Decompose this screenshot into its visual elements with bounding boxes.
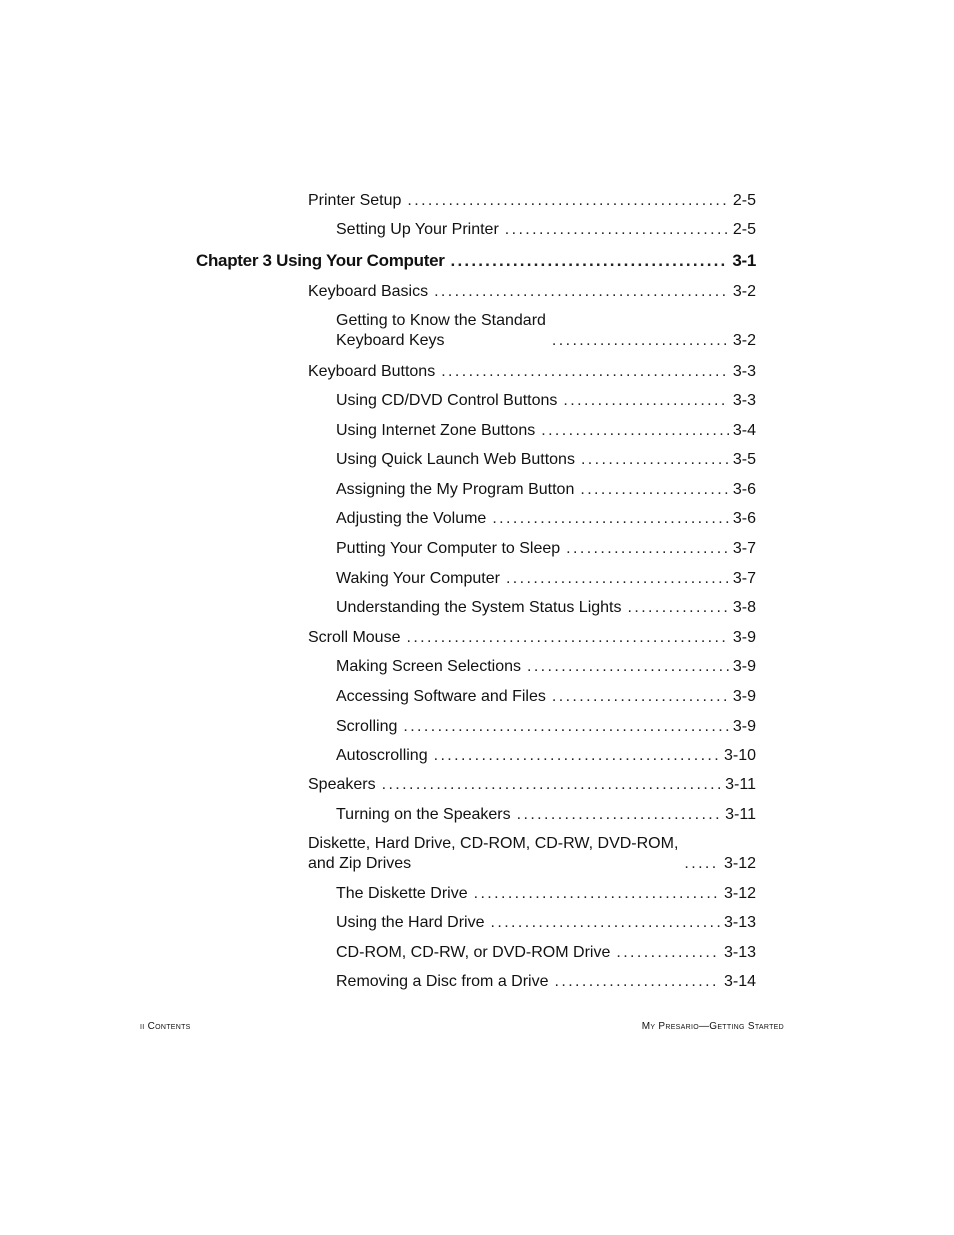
leader-dots (451, 251, 729, 271)
toc-entry-screen-selections[interactable] (336, 657, 756, 677)
toc-entry-title: Using Internet Zone Buttons (336, 422, 536, 439)
toc-entry-page: 3-12 (723, 855, 756, 872)
toc-entry-page: 3-9 (732, 658, 756, 675)
leader-dots (382, 775, 722, 795)
toc-entry-quick-launch[interactable] (336, 450, 756, 470)
toc-entry-title: The Diskette Drive (336, 885, 468, 902)
toc-chapter-page: 3-1 (732, 251, 756, 270)
toc-entry-page: 3-3 (732, 363, 756, 380)
leader-dots (491, 913, 720, 933)
leader-dots (505, 220, 729, 240)
toc-entry-title: Using Quick Launch Web Buttons (336, 451, 575, 468)
leader-dots (566, 539, 729, 559)
leader-dots (403, 717, 729, 737)
toc-entry-title: Removing a Disc from a Drive (336, 973, 549, 990)
toc-entry-title-line2: and Zip Drives (308, 855, 412, 872)
toc-entry-page: 3-6 (732, 510, 756, 527)
leader-dots (434, 746, 720, 766)
leader-dots (616, 943, 720, 963)
toc-chapter-title: Chapter 3 Using Your Computer (196, 251, 445, 270)
leader-dots (684, 854, 720, 874)
toc-entry-standard-keys[interactable] (336, 311, 756, 351)
toc-entry-title: Using CD/DVD Control Buttons (336, 392, 558, 409)
toc-entry-setting-up-printer[interactable] (336, 220, 756, 240)
toc-entry-title: Making Screen Selections (336, 658, 521, 675)
toc-entry-scroll-mouse[interactable] (308, 628, 756, 648)
toc-entry-page: 3-11 (725, 806, 756, 823)
leader-dots (552, 687, 729, 707)
leader-dots (492, 509, 729, 529)
toc-entry-cdrom-drive[interactable] (336, 943, 756, 963)
toc-chapter-3[interactable] (196, 251, 756, 271)
toc-entry-title: Speakers (308, 776, 376, 793)
leader-dots (580, 480, 729, 500)
toc-entry-page: 3-13 (723, 944, 756, 961)
toc-entry-speakers[interactable] (308, 775, 756, 795)
leader-dots (517, 805, 722, 825)
toc-entry-title: Understanding the System Status Lights (336, 599, 622, 616)
toc-entry-page: 3-12 (723, 885, 756, 902)
leader-dots (581, 450, 729, 470)
toc-entry-autoscrolling[interactable] (336, 746, 756, 766)
toc-entry-title: Keyboard Buttons (308, 363, 436, 380)
toc-entry-cd-dvd-buttons[interactable] (336, 391, 756, 411)
toc-entry-internet-zone[interactable] (336, 421, 756, 441)
toc-entry-page: 3-9 (732, 688, 756, 705)
toc-entry-accessing-software[interactable] (336, 687, 756, 707)
leader-dots (434, 282, 729, 302)
toc-entry-title: Autoscrolling (336, 747, 428, 764)
toc-entry-status-lights[interactable] (336, 598, 756, 618)
toc-entry-title: Putting Your Computer to Sleep (336, 540, 561, 557)
toc-entry-page: 2-5 (732, 192, 756, 209)
toc-entry-keyboard-buttons[interactable] (308, 362, 756, 382)
toc-entry-title: Keyboard Basics (308, 283, 429, 300)
toc-entry-title: Scroll Mouse (308, 629, 401, 646)
toc-entry-printer-setup[interactable] (308, 191, 756, 211)
toc-entry-page: 3-9 (732, 629, 756, 646)
toc-entry-page: 3-5 (732, 451, 756, 468)
toc-entry-scrolling[interactable] (336, 717, 756, 737)
toc-entry-page: 3-14 (723, 973, 756, 990)
toc-entry-title-line2: Keyboard Keys (336, 332, 445, 349)
leader-dots (406, 628, 728, 648)
footer-book-title: My Presario—Getting Started (641, 1021, 784, 1032)
toc-entry-title: Assigning the My Program Button (336, 481, 575, 498)
toc-entry-title: Scrolling (336, 718, 398, 735)
toc-entry-my-program[interactable] (336, 480, 756, 500)
leader-dots (474, 884, 720, 904)
toc-entry-title: Waking Your Computer (336, 570, 500, 587)
toc-entry-title: Using the Hard Drive (336, 914, 485, 931)
leader-dots (563, 391, 728, 411)
toc-entry-page: 3-3 (732, 392, 756, 409)
toc-entry-page: 3-2 (732, 283, 756, 300)
toc-entry-title-line1: Getting to Know the Standard (336, 312, 546, 329)
toc-entry-title: Turning on the Speakers (336, 806, 511, 823)
toc-entry-diskette-drive[interactable] (336, 884, 756, 904)
toc-entry-page: 3-7 (732, 540, 756, 557)
footer-page-label: ii Contents (140, 1021, 191, 1032)
leader-dots (441, 362, 729, 382)
toc-entry-volume[interactable] (336, 509, 756, 529)
leader-dots (628, 598, 729, 618)
toc-entry-page: 3-7 (732, 570, 756, 587)
toc-entry-waking[interactable] (336, 569, 756, 589)
toc-entry-title: Adjusting the Volume (336, 510, 487, 527)
toc-entry-title: Setting Up Your Printer (336, 221, 499, 238)
toc-entry-page: 2-5 (732, 221, 756, 238)
toc-entry-title: Printer Setup (308, 192, 402, 209)
toc-entry-page: 3-8 (732, 599, 756, 616)
toc-entry-page: 3-10 (723, 747, 756, 764)
leader-dots (541, 421, 729, 441)
toc-entry-title-line1: Diskette, Hard Drive, CD-ROM, CD-RW, DVD-ROM, (308, 835, 679, 852)
toc-entry-page: 3-2 (732, 332, 756, 349)
toc-entry-title: Accessing Software and Files (336, 688, 546, 705)
toc-entry-turning-on-speakers[interactable] (336, 805, 756, 825)
toc-entry-title: CD-ROM, CD-RW, or DVD-ROM Drive (336, 944, 611, 961)
leader-dots (527, 657, 729, 677)
toc-entry-page: 3-6 (732, 481, 756, 498)
leader-dots (506, 569, 729, 589)
toc-entry-page: 3-13 (723, 914, 756, 931)
leader-dots (555, 972, 720, 992)
toc-entry-drives[interactable] (308, 834, 756, 874)
toc-entry-hard-drive[interactable] (336, 913, 756, 933)
toc-entry-keyboard-basics[interactable] (308, 282, 756, 302)
leader-dots (407, 191, 728, 211)
toc-entry-page: 3-11 (725, 776, 756, 793)
toc-entry-page: 3-4 (732, 422, 756, 439)
toc-entry-sleep[interactable] (336, 539, 756, 559)
leader-dots (552, 331, 729, 351)
toc-entry-page: 3-9 (732, 718, 756, 735)
toc-entry-removing-disc[interactable] (336, 972, 756, 992)
